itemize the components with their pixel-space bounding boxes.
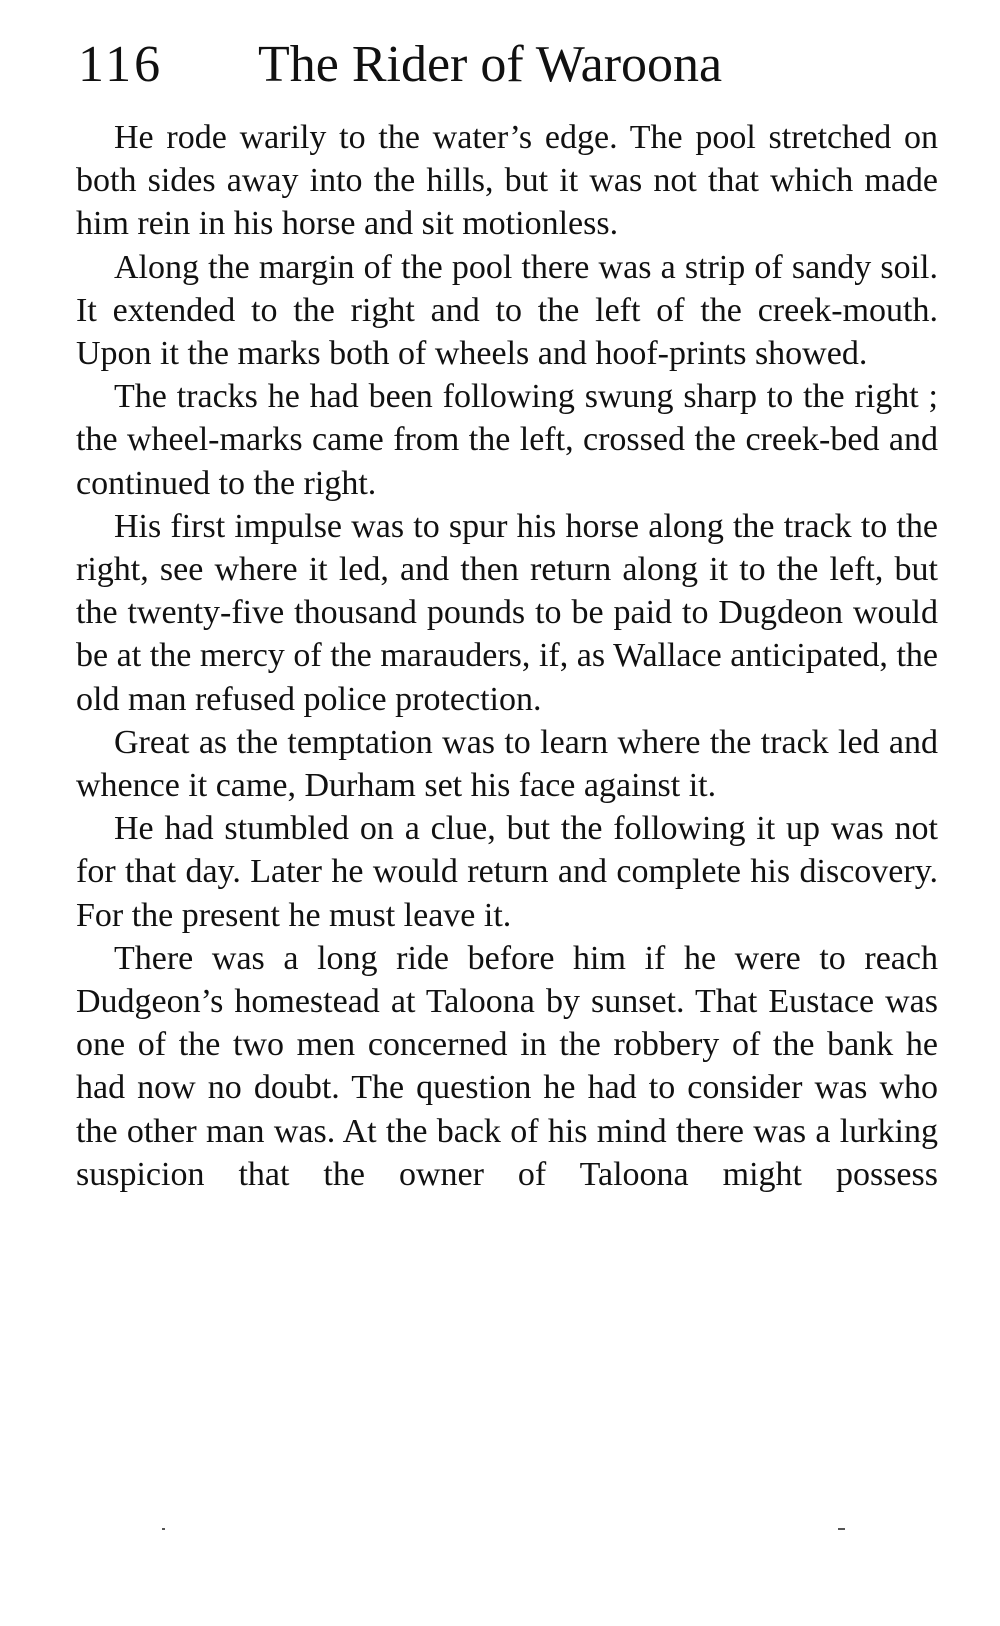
paragraph-5: Great as the temptation was to learn where the track led and whence it came, Durham set his face against it. [76,723,938,805]
book-title: The Rider of Waroona [258,36,723,93]
body-text [76,116,938,1196]
print-speck [162,1528,165,1530]
running-head [78,30,938,100]
print-speck [838,1528,845,1530]
paragraph-1: He rode warily to the water’s edge. The pool stretched on both sides away into the hills, but it was not that which made him rein in his horse and sit motionless. [76,119,938,243]
paragraph-2: Along the margin of the pool there was a strip of sandy soil. It extended to the right and to the left of the creek-mouth. Upon it the marks both of wheels and hoof-prints showed. [76,248,938,373]
paragraph-6: He had stumbled on a clue, but the following it up was not for that day. Later he would return and complete his discovery. For the present he must leave it. [76,810,938,934]
paragraph-3: The tracks he had been following swung sharp to the right ; the wheel-marks came from the left, crossed the creek-bed and continued to the right. [76,378,938,502]
paragraph-7: There was a long ride before him if he were to reach Dudgeon’s homestead at Taloona by sunset. That Eustace was one of the two men concerned in the robbery of the bank he had now no doubt. The question he had to consider was who the other man was. At the back of his mind there was a lurking suspicion that the owner of Taloona might possess [76,939,938,1193]
paragraph-4: His first impulse was to spur his horse along the track to the right, see where it led, and then return along it to the left, but the twenty-five thousand pounds to be paid to Dugdeon would be at the mercy of the marauders, if, as Wallace anticipated, the old man refused police protection. [76,507,938,718]
page-number: 116 [78,36,164,93]
